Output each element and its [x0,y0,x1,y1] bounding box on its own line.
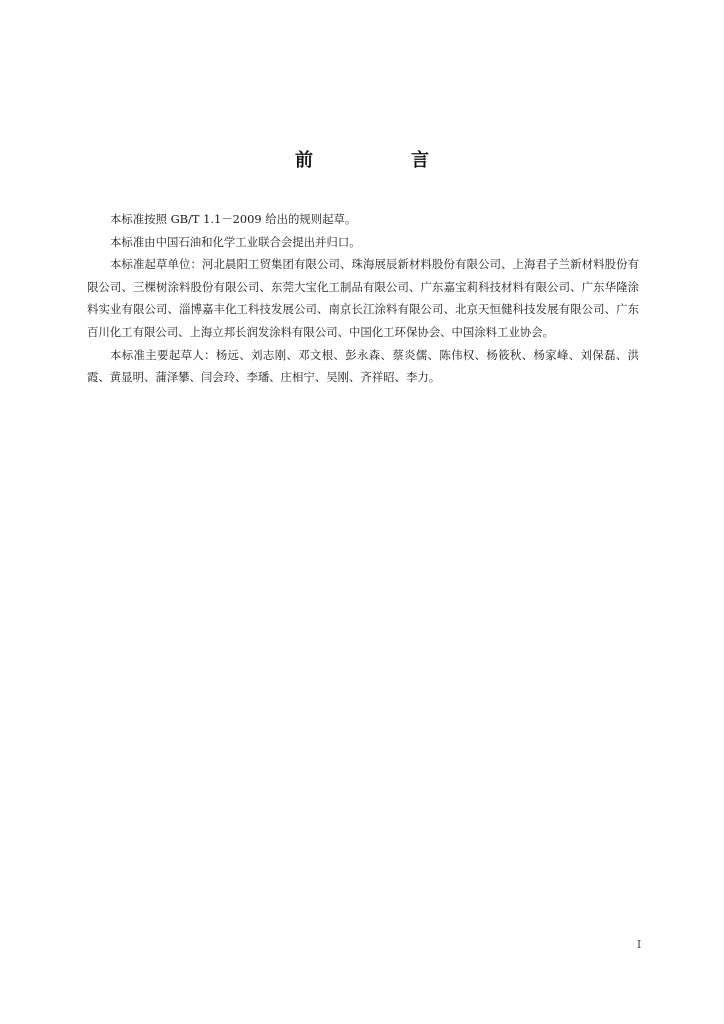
paragraph-main-drafters: 本标准主要起草人：杨远、刘志刚、邓文根、彭永森、蔡炎儒、陈伟权、杨筱秋、杨家峰、刘保磊、洪霞、黄显明、蒲泽攀、闫会玲、李璠、庄相宁、吴刚、齐祥昭、李力。 [87,347,639,385]
page-number: I [636,938,642,951]
paragraph-drafting-units: 本标准起草单位：河北晨阳工贸集团有限公司、珠海展辰新材料股份有限公司、上海君子兰新材料股份有限公司、三棵树涂料股份有限公司、东莞大宝化工制品有限公司、广东嘉宝莉科技材料有限公司、广东华隆涂料实业有限公司、淄博嘉丰化工科技发展公司、南京长江涂料有限公司、北京天恒健科技发展有限公司、广东百川化工有限公司、上海立邦长润发涂料有限公司、中国化工环保协会、中国涂料工业协会。 [87,257,639,339]
paragraph-proposer: 本标准由中国石油和化学工业联合会提出并归口。 [110,234,361,249]
foreword-body [87,208,639,389]
paragraph-drafting-rules: 本标准按照 GB/T 1.1－2009 给出的规则起草。 [110,212,357,226]
page-title: 前 言 [295,150,469,171]
